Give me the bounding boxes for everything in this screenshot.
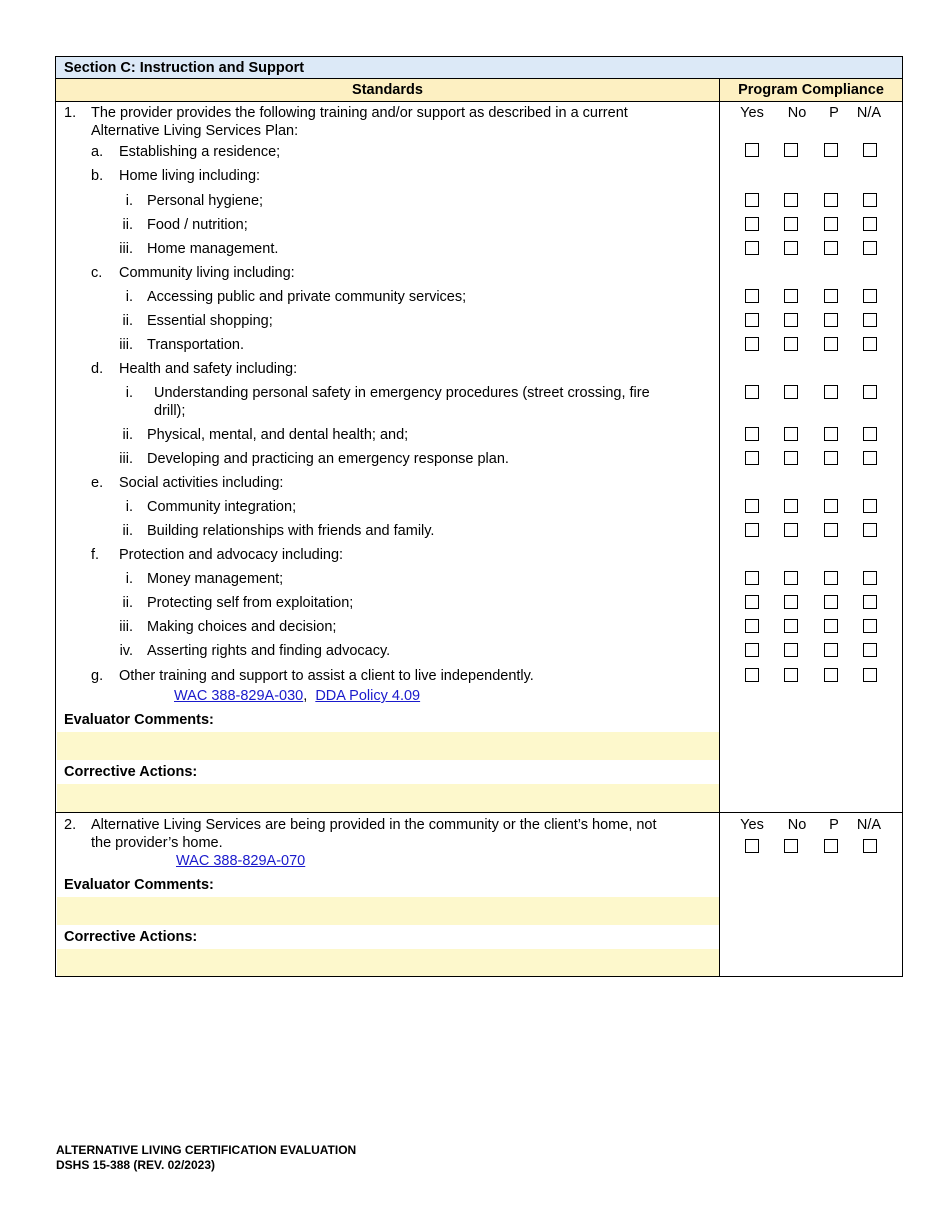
compliance-checkbox-na[interactable] (863, 217, 877, 231)
compliance-checkbox-no[interactable] (784, 839, 798, 853)
compliance-checkbox-p[interactable] (824, 427, 838, 441)
compliance-checkbox-p[interactable] (824, 499, 838, 513)
compliance-checkbox-yes[interactable] (745, 839, 759, 853)
compliance-checkbox-yes[interactable] (745, 499, 759, 513)
compliance-checkbox-no[interactable] (784, 595, 798, 609)
compliance-checkbox-no[interactable] (784, 451, 798, 465)
sub-item-text: Establishing a residence; (119, 144, 281, 160)
compliance-checkbox-yes[interactable] (745, 313, 759, 327)
compliance-checkbox-yes[interactable] (745, 337, 759, 351)
roman-text-cont: drill); (154, 403, 186, 419)
link-separator: , (303, 688, 308, 704)
table-border-bottom (55, 976, 903, 977)
compliance-checkbox-p[interactable] (824, 289, 838, 303)
compliance-checkbox-no[interactable] (784, 241, 798, 255)
sub-item-text: Community living including: (119, 265, 295, 281)
compliance-checkbox-p[interactable] (824, 839, 838, 853)
compliance-checkbox-yes[interactable] (745, 595, 759, 609)
roman-text: Money management; (147, 571, 284, 587)
compliance-checkbox-p[interactable] (824, 217, 838, 231)
sub-item-text: Health and safety including: (119, 361, 298, 377)
item-number: 1. (64, 105, 77, 121)
compliance-checkbox-no[interactable] (784, 427, 798, 441)
roman-text: Building relationships with friends and family. (147, 523, 435, 539)
roman-mark: ii. (122, 313, 133, 329)
roman-text: Food / nutrition; (147, 217, 248, 233)
compliance-checkbox-p[interactable] (824, 571, 838, 585)
na-label: N/A (856, 105, 882, 121)
compliance-checkbox-yes[interactable] (745, 619, 759, 633)
roman-mark: i. (125, 193, 133, 209)
roman-text: Asserting rights and finding advocacy. (147, 643, 391, 659)
roman-text: Accessing public and private community services; (147, 289, 467, 305)
p-label: P (829, 105, 839, 121)
compliance-checkbox-p[interactable] (824, 595, 838, 609)
roman-text: Protecting self from exploitation; (147, 595, 354, 611)
compliance-checkbox-na[interactable] (863, 289, 877, 303)
compliance-checkbox-yes[interactable] (745, 289, 759, 303)
roman-mark: i. (125, 499, 133, 515)
roman-mark: ii. (122, 217, 133, 233)
row-divider (55, 812, 903, 813)
roman-mark: ii. (122, 427, 133, 443)
compliance-checkbox-no[interactable] (784, 668, 798, 682)
roman-text: Essential shopping; (147, 313, 273, 329)
no-label: No (787, 105, 807, 121)
reference-links (174, 687, 420, 705)
corrective-actions-field-1[interactable] (57, 784, 719, 812)
yes-label: Yes (740, 817, 764, 833)
p-label: P (829, 817, 839, 833)
yes-label: Yes (740, 105, 764, 121)
compliance-checkbox-yes[interactable] (745, 571, 759, 585)
compliance-checkbox-yes[interactable] (745, 193, 759, 207)
section-title: Section C: Instruction and Support (64, 60, 305, 76)
compliance-checkbox-no[interactable] (784, 143, 798, 157)
compliance-checkbox-p[interactable] (824, 619, 838, 633)
sub-item-text: Home living including: (119, 168, 261, 184)
compliance-checkbox-p[interactable] (824, 313, 838, 327)
roman-text: Transportation. (147, 337, 244, 353)
compliance-checkbox-p[interactable] (824, 337, 838, 351)
column-divider (719, 78, 720, 976)
no-label: No (787, 817, 807, 833)
roman-mark: iii. (119, 451, 133, 467)
sub-item-mark: c. (91, 265, 103, 281)
sub-item-mark: a. (91, 144, 104, 160)
compliance-checkbox-yes[interactable] (745, 427, 759, 441)
compliance-checkbox-no[interactable] (784, 499, 798, 513)
compliance-checkbox-na[interactable] (863, 385, 877, 399)
roman-mark: ii. (122, 523, 133, 539)
item-text: Alternative Living Services are being provided in the community or the client’s home, not (91, 817, 657, 833)
compliance-checkbox-na[interactable] (863, 427, 877, 441)
compliance-checkbox-no[interactable] (784, 193, 798, 207)
evaluator-comments-label: Evaluator Comments: (64, 712, 214, 728)
compliance-checkbox-no[interactable] (784, 643, 798, 657)
compliance-checkbox-na[interactable] (863, 571, 877, 585)
roman-text: Home management. (147, 241, 279, 257)
roman-mark: ii. (122, 595, 133, 611)
roman-text: Understanding personal safety in emergency procedures (street crossing, fire (154, 385, 650, 401)
compliance-checkbox-na[interactable] (863, 337, 877, 351)
compliance-checkbox-p[interactable] (824, 385, 838, 399)
sub-item-mark: d. (91, 361, 104, 377)
roman-mark: iii. (119, 241, 133, 257)
compliance-checkbox-yes[interactable] (745, 668, 759, 682)
compliance-checkbox-na[interactable] (863, 241, 877, 255)
item-text-cont: the provider’s home. (91, 835, 223, 851)
compliance-checkbox-na[interactable] (863, 643, 877, 657)
compliance-checkbox-p[interactable] (824, 451, 838, 465)
roman-text: Developing and practicing an emergency response plan. (147, 451, 509, 467)
compliance-checkbox-yes[interactable] (745, 143, 759, 157)
sub-item-text: Protection and advocacy including: (119, 547, 344, 563)
wac-link[interactable]: WAC 388-829A-070 (176, 853, 306, 869)
item-text: The provider provides the following training and/or support as described in a current (91, 105, 628, 121)
compliance-checkbox-na[interactable] (863, 619, 877, 633)
footer-form-title: ALTERNATIVE LIVING CERTIFICATION EVALUATION (56, 1143, 357, 1157)
reference-links (176, 852, 305, 870)
sub-item-mark: f. (91, 547, 100, 563)
corrective-actions-field-2[interactable] (57, 949, 719, 976)
roman-mark: iii. (119, 619, 133, 635)
table-border-left (55, 56, 56, 977)
compliance-checkbox-na[interactable] (863, 668, 877, 682)
compliance-checkbox-p[interactable] (824, 643, 838, 657)
sub-item-mark: b. (91, 168, 104, 184)
corrective-actions-label: Corrective Actions: (64, 764, 198, 780)
footer-form-number: DSHS 15-388 (REV. 02/2023) (56, 1158, 215, 1172)
roman-mark: i. (125, 571, 133, 587)
roman-mark: iv. (119, 643, 133, 659)
compliance-column-header: Program Compliance (738, 82, 884, 98)
compliance-checkbox-p[interactable] (824, 193, 838, 207)
item-text-cont: Alternative Living Services Plan: (91, 123, 299, 139)
compliance-checkbox-yes[interactable] (745, 643, 759, 657)
compliance-checkbox-no[interactable] (784, 337, 798, 351)
roman-text: Making choices and decision; (147, 619, 337, 635)
standards-column-header: Standards (352, 82, 423, 98)
dda-policy-link[interactable]: DDA Policy 4.09 (315, 688, 421, 704)
roman-text: Personal hygiene; (147, 193, 264, 209)
evaluator-comments-label: Evaluator Comments: (64, 877, 214, 893)
compliance-checkbox-na[interactable] (863, 143, 877, 157)
wac-link[interactable]: WAC 388-829A-030 (174, 688, 304, 704)
compliance-checkbox-na[interactable] (863, 523, 877, 537)
compliance-checkbox-no[interactable] (784, 217, 798, 231)
compliance-checkbox-na[interactable] (863, 193, 877, 207)
compliance-checkbox-na[interactable] (863, 499, 877, 513)
compliance-checkbox-no[interactable] (784, 289, 798, 303)
sub-item-mark: g. (91, 668, 104, 684)
section-divider (55, 78, 903, 79)
sub-item-mark: e. (91, 475, 104, 491)
roman-text: Community integration; (147, 499, 297, 515)
compliance-checkbox-na[interactable] (863, 451, 877, 465)
compliance-checkbox-no[interactable] (784, 571, 798, 585)
header-divider (55, 101, 903, 102)
roman-mark: i. (125, 289, 133, 305)
compliance-checkbox-na[interactable] (863, 313, 877, 327)
compliance-checkbox-p[interactable] (824, 523, 838, 537)
compliance-checkbox-na[interactable] (863, 839, 877, 853)
compliance-checkbox-yes[interactable] (745, 241, 759, 255)
evaluator-comments-field-2[interactable] (57, 897, 719, 925)
compliance-checkbox-yes[interactable] (745, 523, 759, 537)
compliance-checkbox-p[interactable] (824, 241, 838, 255)
compliance-checkbox-yes[interactable] (745, 451, 759, 465)
compliance-checkbox-na[interactable] (863, 595, 877, 609)
compliance-checkbox-no[interactable] (784, 523, 798, 537)
compliance-checkbox-yes[interactable] (745, 217, 759, 231)
item-number: 2. (64, 817, 77, 833)
compliance-checkbox-yes[interactable] (745, 385, 759, 399)
compliance-checkbox-no[interactable] (784, 313, 798, 327)
roman-text: Physical, mental, and dental health; and; (147, 427, 409, 443)
sub-item-text: Social activities including: (119, 475, 284, 491)
roman-mark: iii. (119, 337, 133, 353)
compliance-checkbox-no[interactable] (784, 385, 798, 399)
table-border-top (55, 56, 903, 57)
na-label: N/A (856, 817, 882, 833)
table-border-right (902, 56, 903, 977)
compliance-checkbox-no[interactable] (784, 619, 798, 633)
sub-item-text: Other training and support to assist a client to live independently. (119, 668, 534, 684)
compliance-checkbox-p[interactable] (824, 143, 838, 157)
evaluator-comments-field-1[interactable] (57, 732, 719, 760)
corrective-actions-label: Corrective Actions: (64, 929, 198, 945)
roman-mark: i. (125, 385, 133, 401)
compliance-checkbox-p[interactable] (824, 668, 838, 682)
